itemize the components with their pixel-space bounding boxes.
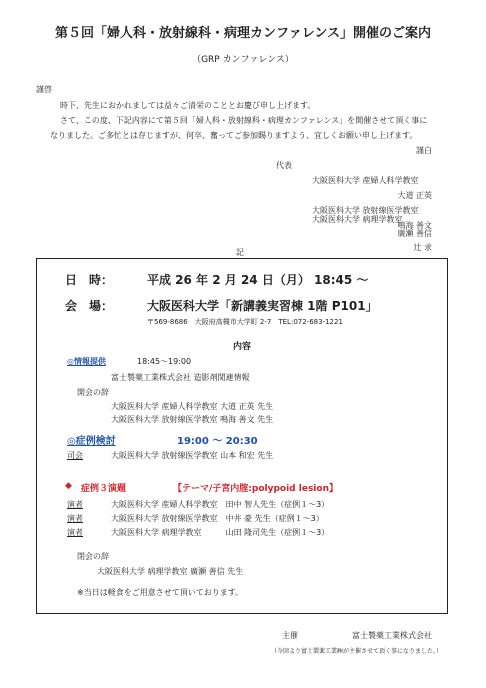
venue-value: 大阪医科大学「新講義実習棟 1階 P101」 — [147, 299, 378, 313]
rep-label: 代表 — [276, 161, 292, 170]
case-time: 19:00 ～ 20:30 — [177, 436, 258, 447]
event-box — [36, 258, 448, 614]
page-subtitle: （GRP カンファレンス） — [192, 55, 294, 65]
presenter-2: 大阪医科大学 放射線医学教室 中井 豪 先生（症例１～3） — [111, 514, 324, 523]
closing-speaker: 大阪医科大学 病理学教室 廣瀬 善信 先生 — [97, 567, 244, 576]
rep2-org: 大阪医科大学 放射線医学教室 — [312, 206, 419, 215]
opening-speaker-1: 大阪医科大学 産婦人科学教室 大道 正英 先生 — [111, 402, 274, 411]
presenter-1: 大阪医科大学 産婦人科学教室 田中 智人先生（症例１～3） — [111, 500, 330, 509]
cases-diamond-icon: ◆ — [65, 481, 72, 491]
greeting: 謹啓 — [36, 85, 52, 94]
opening-label: 開会の辞 — [77, 388, 109, 397]
venue-label: 会 場： — [65, 299, 114, 313]
opening-speaker-2: 大阪医科大学 放射線医学教室 鳴海 善文 先生 — [111, 415, 274, 424]
info-title: ◎情報提供 — [67, 357, 106, 366]
content-heading: 内容 — [232, 342, 251, 352]
rep3-org: 大阪医科大学 病理学教室 — [312, 215, 403, 224]
presenter-label-2: 演者 — [67, 514, 83, 523]
info-company: 富士製薬工業株式会社 造影剤関連情報 — [111, 373, 250, 382]
letter-para-2a: さて、この度、下記内容にて第５回「婦人科・放射線科・病理カンファレンス」を開催させて頂く事に — [60, 116, 428, 125]
letter-para-1: 時下、先生におかれましては益々ご清栄のこととお慶び申し上げます。 — [60, 101, 316, 110]
info-time: 18:45～19:00 — [137, 357, 192, 366]
cases-title: 症例３演題 — [81, 484, 127, 494]
closing-label: 閉会の辞 — [77, 552, 109, 561]
sponsor-note: （今回より富士製薬工業㈱が主催させて頂く事になりました。） — [270, 648, 442, 655]
case-title: ◎症例検討 — [67, 436, 116, 447]
date-value: 平成 26 年 2 月 24 日（月） 18:45 ～ — [147, 273, 369, 287]
rep1-org: 大阪医科大学 産婦人科学教室 — [312, 176, 419, 185]
rep2-name: 鳴海 善文 — [397, 221, 432, 230]
ki-label: 記 — [236, 248, 244, 257]
refreshment-note: ※当日は軽食をご用意させて頂いております。 — [77, 588, 244, 597]
rep3-name1: 廣瀬 善信 — [397, 229, 432, 238]
presenter-label-1: 演者 — [67, 500, 83, 509]
page-title: 第５回「婦人科・放射線科・病理カンファレンス」開催のご案内 — [54, 26, 432, 41]
chair-text: 大阪医科大学 放射線医学教室 山本 和宏 先生 — [111, 451, 274, 460]
date-label: 日 時： — [65, 273, 114, 287]
presenter-label-3: 演者 — [67, 528, 83, 537]
rep3-name2: 辻 求 — [413, 243, 432, 252]
sponsor-label: 主催 — [282, 631, 298, 640]
presenter-3: 大阪医科大学 病理学教室 山田 隆司先生（症例１～3） — [111, 528, 330, 537]
cases-theme: 【テーマ/子宮内腟:polypoid lesion】 — [173, 484, 338, 494]
rep1-name: 大道 正英 — [397, 191, 432, 200]
sponsor-name: 富士製薬工業株式会社 — [352, 631, 432, 640]
venue-address: 〒569-8686 大阪府高槻市大学町 2-7 TEL:072-683-1221 — [147, 318, 343, 326]
closing-word: 謹白 — [416, 146, 432, 155]
letter-para-2b: なりました。ご多忙とは存じますが、何卒、奮ってご参加賜りますよう、宜しくお願い申し上げます。 — [50, 131, 418, 140]
chair-label: 司会 — [67, 451, 83, 460]
